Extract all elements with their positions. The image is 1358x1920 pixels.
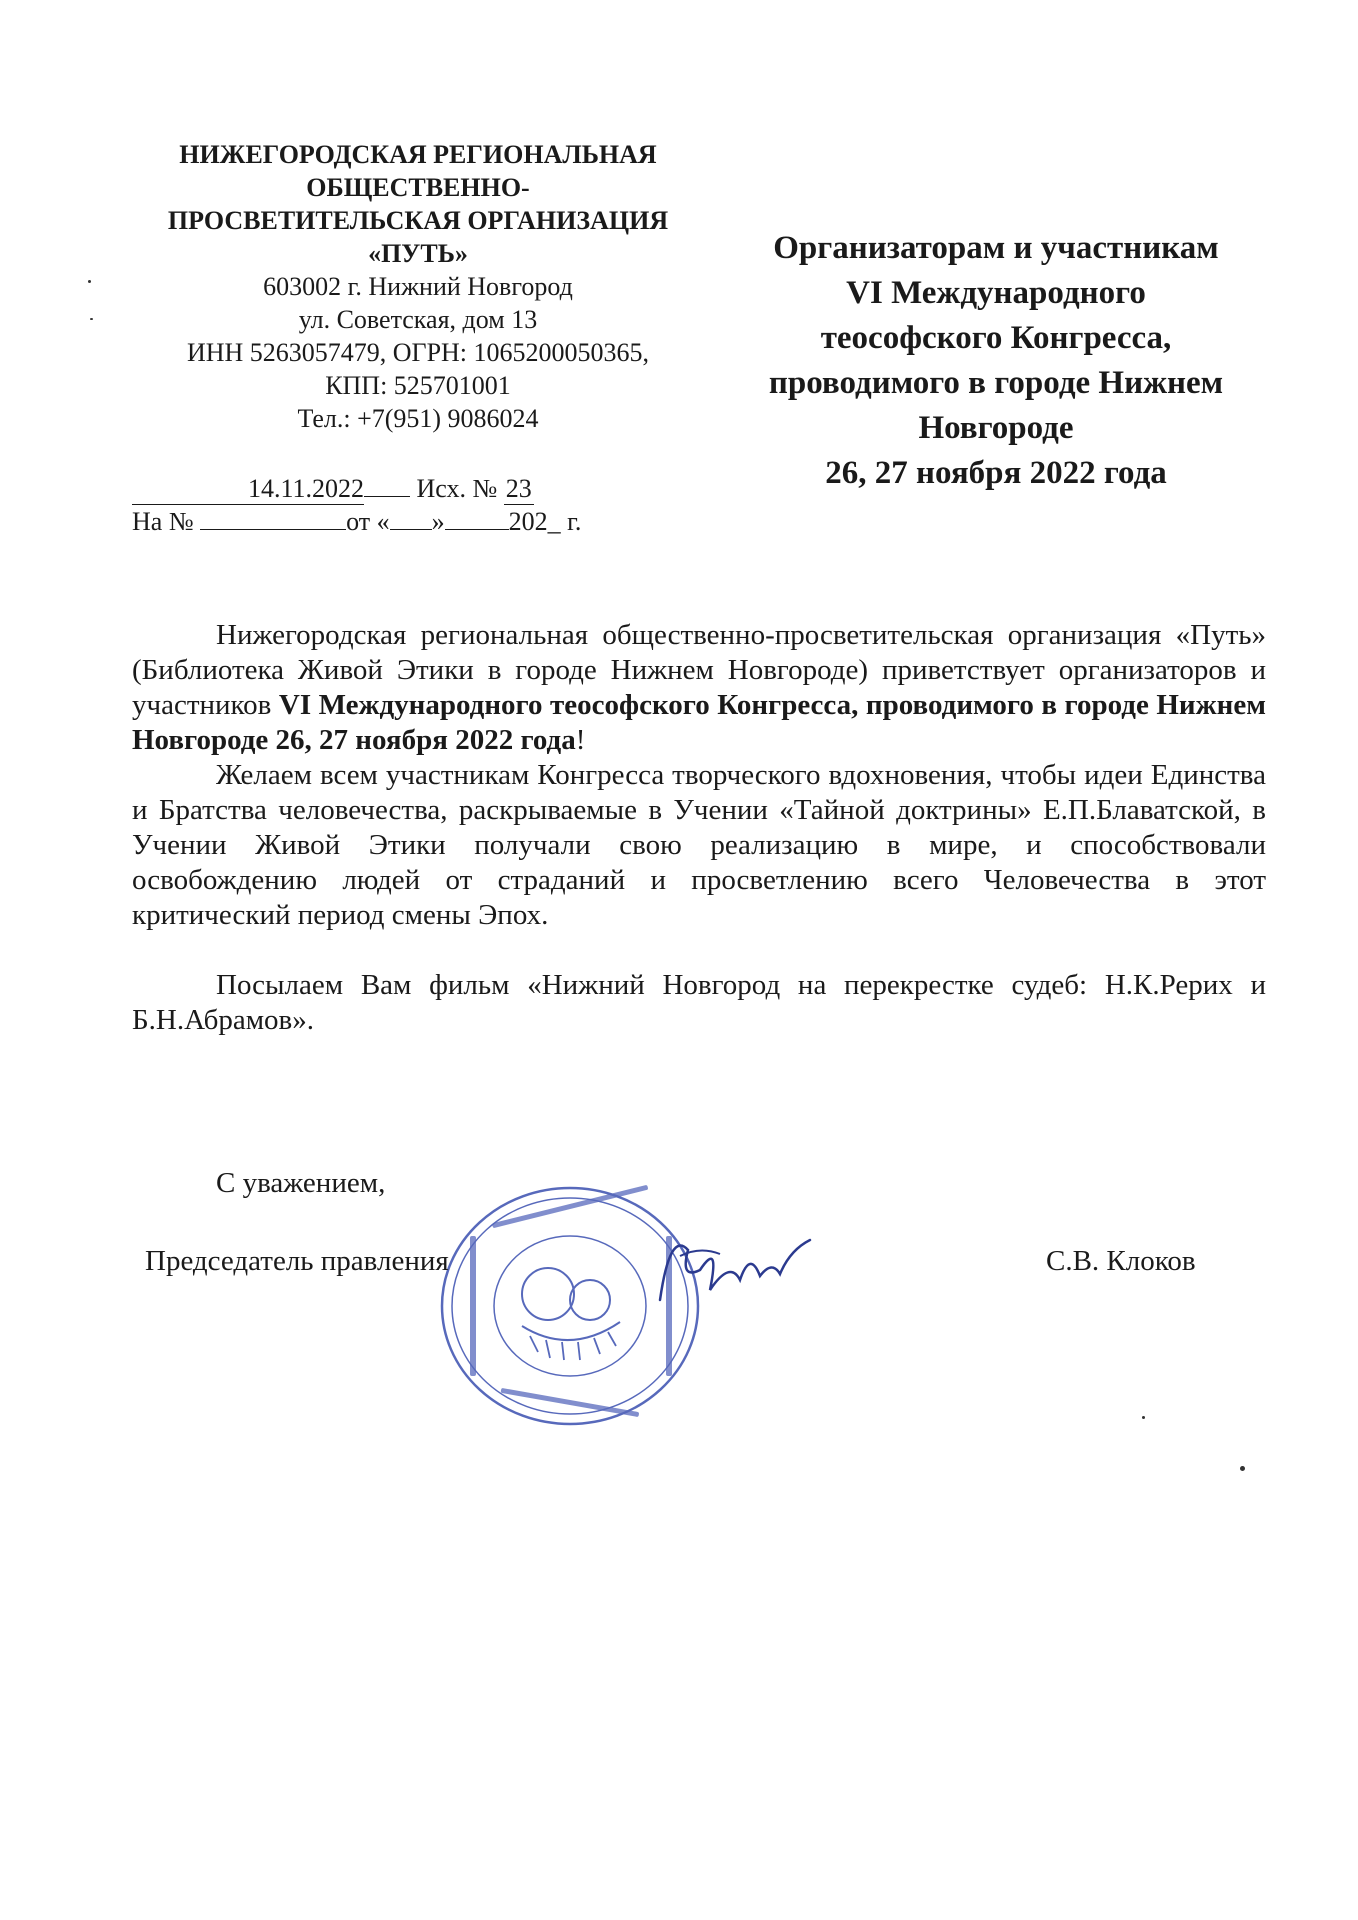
org-registration-line: ИНН 5263057479, ОГРН: 1065200050365, [186,338,650,367]
org-street-line: ул. Советская, дом 13 [298,305,538,334]
addressee-line: теософского Конгресса, [820,320,1172,356]
month-blank [445,503,509,530]
stamp-planet-icon [570,1280,610,1320]
org-name-line: ОБЩЕСТВЕННО- [306,173,530,202]
signatory-name: С.В. Клоков [1046,1245,1196,1277]
film-paragraph: Посылаем Вам фильм «Нижний Новгород на перекрестке судеб: Н.К.Рерих и Б.Н.Абрамов». [132,969,1266,1036]
outgoing-number: 23 [505,474,532,503]
stamp-text-arc [492,1185,648,1229]
paragraph-gap [132,933,1266,968]
greeting-end: ! [575,724,586,756]
incoming-number-label: На № [132,507,194,536]
org-name-line: ПРОСВЕТИТЕЛЬСКАЯ ОРГАНИЗАЦИЯ [167,206,669,235]
stamp-sun-icon [522,1268,574,1320]
outgoing-date: 14.11.2022 [247,474,364,503]
scan-speck [1240,1466,1245,1471]
year-suffix: 202_ г. [508,507,582,536]
org-name-line: НИЖЕГОРОДСКАЯ РЕГИОНАЛЬНАЯ [179,140,657,169]
addressee-line: проводимого в городе Нижнем [768,365,1224,401]
stamp-text-arc [470,1236,476,1376]
closing-regards: С уважением, [216,1167,386,1199]
blank-line [364,470,410,497]
outgoing-date-field [132,474,364,505]
org-address-line: 603002 г. Нижний Новгород [263,272,573,301]
congress-name: VI Международного теософского Конгресса, проводимого в городе Нижнем Новгороде 26, 27 ноября 2022 года [132,689,1266,756]
addressee-line: Новгороде [918,410,1074,446]
outgoing-reference [132,470,534,505]
org-kpp-line: КПП: 525701001 [325,371,511,400]
addressee-line: 26, 27 ноября 2022 года [825,455,1167,491]
addressee-block [716,226,1276,496]
letterhead [118,138,718,435]
scan-speck [1142,1416,1145,1419]
wishes-paragraph: Желаем всем участникам Конгресса творческого вдохновения, чтобы идеи Единства и Братства человечества, раскрываемые в Учении «Тайной доктрины» Е.П.Блаватской, в Учении Живой Этики получали свою реализацию в мире, и способствовали освобождению людей от страданий и просветлению всего Человечества в этот критический период смены Эпох. [132,759,1266,931]
stamp-arc [522,1322,620,1340]
quote-open: « [376,507,390,536]
org-name-line: «ПУТЬ» [368,239,468,268]
addressee-line: VI Международного [846,275,1146,311]
handwritten-signature [640,1210,820,1330]
scan-speck [88,280,91,283]
signatory-title: Председатель правления [145,1245,449,1277]
organization-details [118,270,718,435]
organization-name [118,138,718,270]
scan-speck [90,318,93,320]
from-label: от [346,507,371,536]
quote-close: » [431,507,445,536]
incoming-reference [132,503,581,537]
stamp-text-arc [501,1388,640,1417]
outgoing-number-label: Исх. № [416,474,498,503]
day-blank [390,503,432,530]
org-phone-line: Тел.: +7(951) 9086024 [297,404,539,433]
signature-stroke [660,1240,810,1300]
letter-body [132,618,1266,1038]
greeting-paragraph [132,618,1266,758]
addressee-line: Организаторам и участникам [773,230,1219,266]
greeting-text: Нижегородская региональная общественно-просветительская организация «Путь» (Библиотека Живой Этики в городе Нижнем Новгороде) приветствует организаторов и участников [132,619,1266,721]
incoming-number-blank [200,503,346,530]
